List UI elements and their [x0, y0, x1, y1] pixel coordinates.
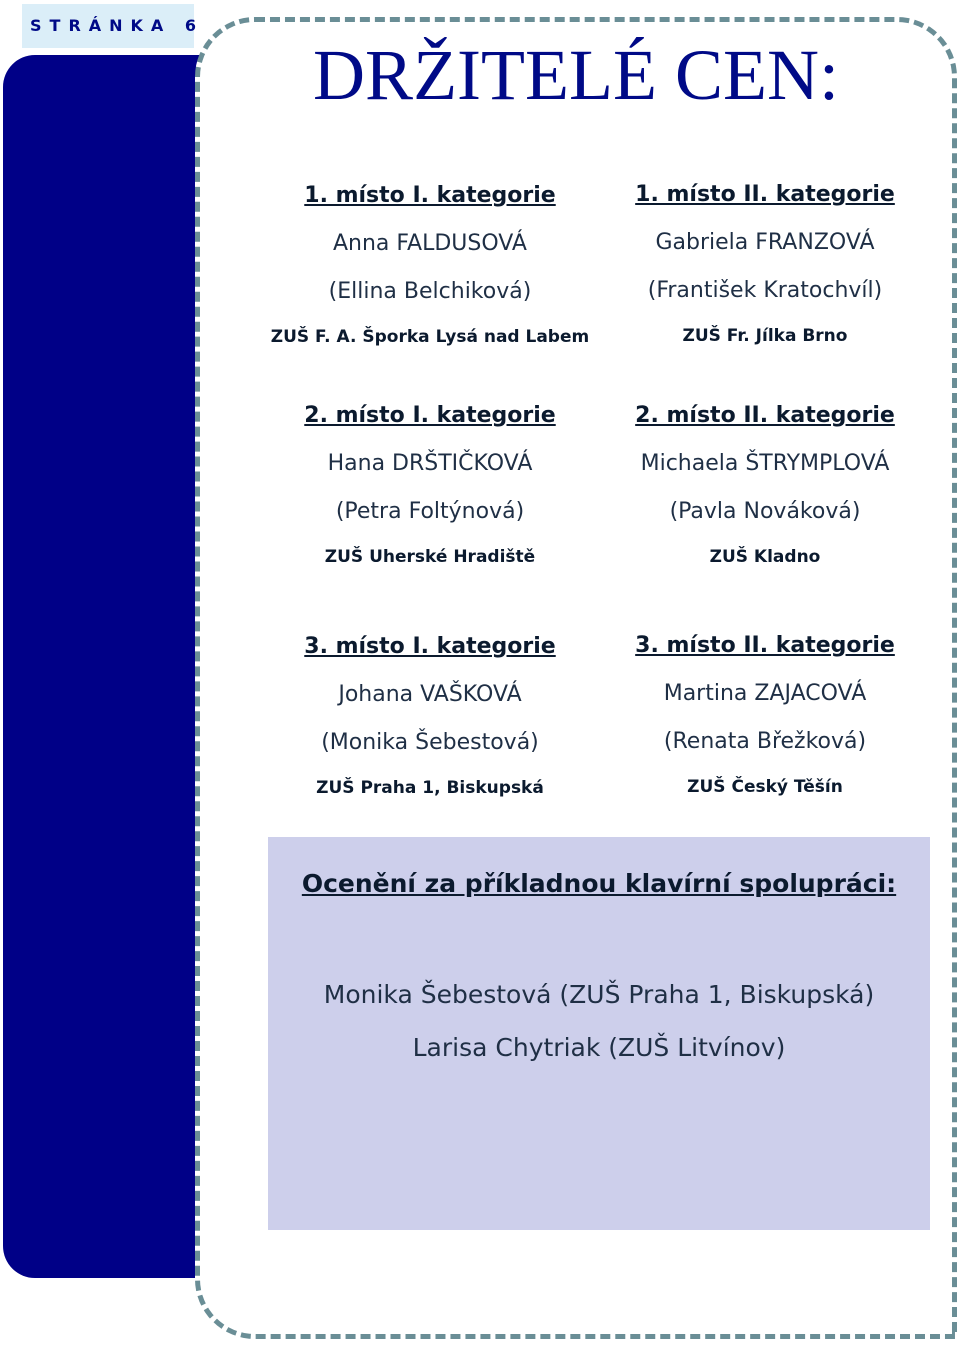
prize-heading: 1. místo II. kategorie [635, 182, 895, 207]
prize-school: ZUŠ Praha 1, Biskupská [316, 778, 544, 798]
prize-3rd-category-2 [600, 622, 930, 808]
prize-winner: Hana DRŠTIČKOVÁ [327, 451, 533, 476]
prize-school: ZUŠ F. A. Šporka Lysá nad Labem [270, 327, 590, 347]
special-award-recipient: Monika Šebestová (ZUŠ Praha 1, Biskupská) [323, 980, 875, 1009]
prize-school: ZUŠ Uherské Hradiště [324, 547, 536, 567]
special-award-box [268, 837, 930, 1230]
special-award-recipient: Larisa Chytriak (ZUŠ Litvínov) [412, 1033, 786, 1062]
prize-winner: Martina ZAJACOVÁ [663, 681, 867, 706]
prize-teacher: (Monika Šebestová) [321, 730, 539, 755]
prize-heading: 2. místo II. kategorie [635, 403, 895, 428]
prize-school: ZUŠ Fr. Jílka Brno [682, 326, 848, 346]
prize-school: ZUŠ Český Těšín [687, 777, 843, 797]
prize-winner: Johana VAŠKOVÁ [338, 682, 522, 707]
prize-teacher: (Renata Břežková) [663, 729, 867, 754]
prize-3rd-category-1 [270, 623, 590, 809]
prize-1st-category-2 [600, 171, 930, 357]
prize-teacher: (František Kratochvíl) [647, 278, 883, 303]
side-bar [3, 55, 203, 1278]
prize-heading: 2. místo I. kategorie [304, 403, 556, 428]
prize-winner: Michaela ŠTRYMPLOVÁ [640, 451, 890, 476]
prize-2nd-category-1 [270, 392, 590, 578]
page-title: DRŽITELÉ CEN: [313, 35, 839, 115]
prize-teacher: (Pavla Nováková) [669, 499, 861, 524]
prize-heading: 1. místo I. kategorie [304, 183, 556, 208]
prize-heading: 3. místo I. kategorie [304, 634, 556, 659]
prize-winner: Anna FALDUSOVÁ [333, 231, 527, 256]
prize-teacher: (Petra Foltýnová) [335, 499, 525, 524]
prize-1st-category-1 [270, 172, 590, 358]
prize-school: ZUŠ Kladno [709, 547, 821, 567]
prize-winner: Gabriela FRANZOVÁ [655, 230, 875, 255]
prize-2nd-category-2 [600, 392, 930, 578]
special-award-title: Ocenění za příkladnou klavírní spolupráci: [301, 869, 897, 898]
prize-heading: 3. místo II. kategorie [635, 633, 895, 658]
prize-teacher: (Ellina Belchiková) [328, 279, 532, 304]
page-label: STRÁNKA 6 [22, 4, 194, 48]
